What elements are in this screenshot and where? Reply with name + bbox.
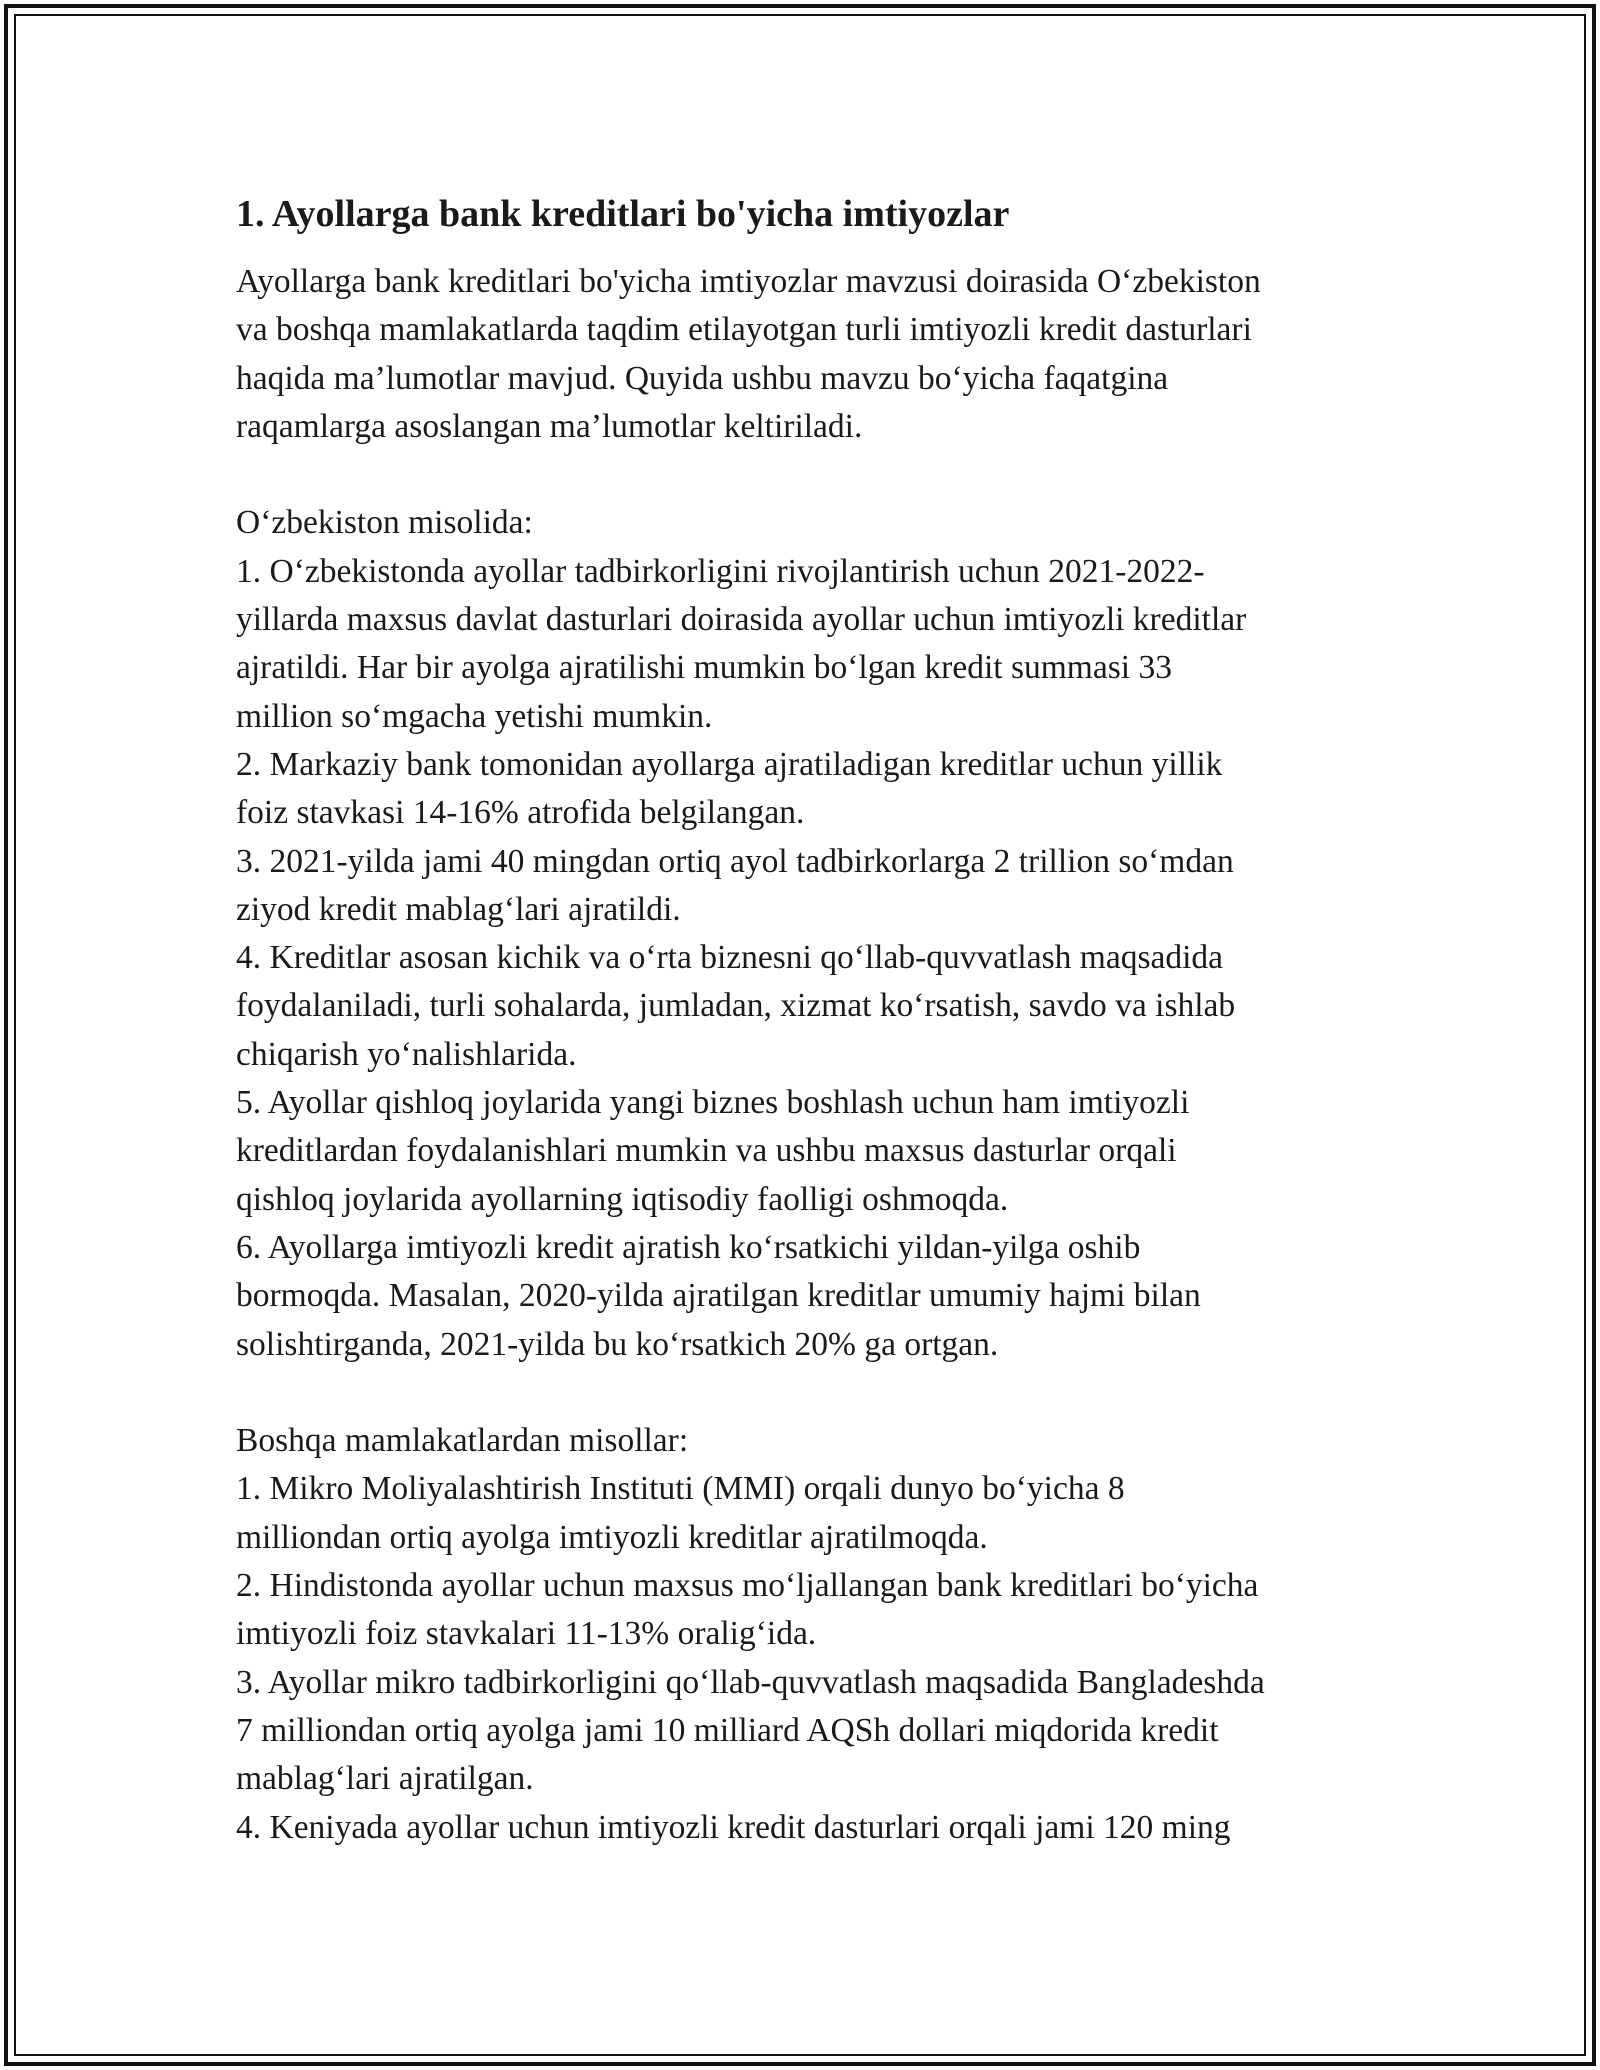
other-countries-section-title: Boshqa mamlakatlardan misollar: [236,1422,689,1460]
other-countries-item-3: 3. Ayollar mikro tadbirkorligini qo‘llab-quvvatlash maqsadida Bangladeshda 7 milliondan ortiq ayolga jami 10 milliard AQSh dollari miqdorida kredit mablag‘lari ajratilgan. [236,1663,1265,1798]
other-countries-item-4: 4. Keniyada ayollar uchun imtiyozli kredit dasturlari orqali jami 120 ming [236,1808,1231,1846]
other-countries-item-1: 1. Mikro Moliyalashtirish Instituti (MMI) orqali dunyo bo‘yicha 8 milliondan ortiq ayolga imtiyozli kreditlar ajratilmoqda. [236,1470,1125,1556]
uzbekistan-item-1: 1. O‘zbekistonda ayollar tadbirkorligini rivojlantirish uchun 2021-2022- yillarda maxsus davlat dasturlari doirasida ayollar uchun imtiyozli kreditlar ajratildi. Har bir ayolga ajratilishi mumkin bo‘lgan kredit summasi 33 million so‘mgacha yetishi mumkin. [236,552,1247,735]
uzbekistan-item-5: 5. Ayollar qishloq joylarida yangi biznes boshlash uchun ham imtiyozli kreditlardan foydalanishlari mumkin va ushbu maxsus dasturlar orqali qishloq joylarida ayollarning iqtisodiy faolligi oshmoqda. [236,1084,1190,1218]
uzbekistan-section-title: O‘zbekiston misolida: [236,504,533,542]
intro-paragraph: Ayollarga bank kreditlari bo'yicha imtiyozlar mavzusi doirasida O‘zbekiston va boshqa mamlakatlarda taqdim etilayotgan turli imtiyozli kredit dasturlari haqida ma’lumotlar mavjud. Quyida ushbu mavzu bo‘yicha faqatgina raqamlarga asoslangan ma’lumotlar keltiriladi. [236,263,1261,445]
section-heading: 1. Ayollarga bank kreditlari bo'yicha imtiyozlar [236,193,1010,235]
document-body [236,188,1396,1852]
paragraph-gap [236,1369,1396,1417]
paragraph-gap [236,451,1396,499]
uzbekistan-item-6: 6. Ayollarga imtiyozli kredit ajratish ko‘rsatkichi yildan-yilga oshib bormoqda. Masalan, 2020-yilda ajratilgan kreditlar umumiy hajmi bilan solishtirganda, 2021-yilda bu ko‘rsatkich 20% ga ortgan. [236,1228,1201,1363]
uzbekistan-item-2: 2. Markaziy bank tomonidan ayollarga ajratiladigan kreditlar uchun yillik foiz stavkasi 14-16% atrofida belgilangan. [236,745,1223,832]
other-countries-item-2: 2. Hindistonda ayollar uchun maxsus mo‘ljallangan bank kreditlari bo‘yicha imtiyozli foiz stavkalari 11-13% oralig‘ida. [236,1567,1259,1653]
uzbekistan-item-4: 4. Kreditlar asosan kichik va o‘rta biznesni qo‘llab-quvvatlash maqsadida foydalaniladi, turli sohalarda, jumladan, xizmat ko‘rsatish, savdo va ishlab chiqarish yo‘nalishlarida. [236,939,1236,1073]
uzbekistan-item-3: 3. 2021-yilda jami 40 mingdan ortiq ayol tadbirkorlarga 2 trillion so‘mdan ziyod kredit mablag‘lari ajratildi. [236,842,1234,928]
